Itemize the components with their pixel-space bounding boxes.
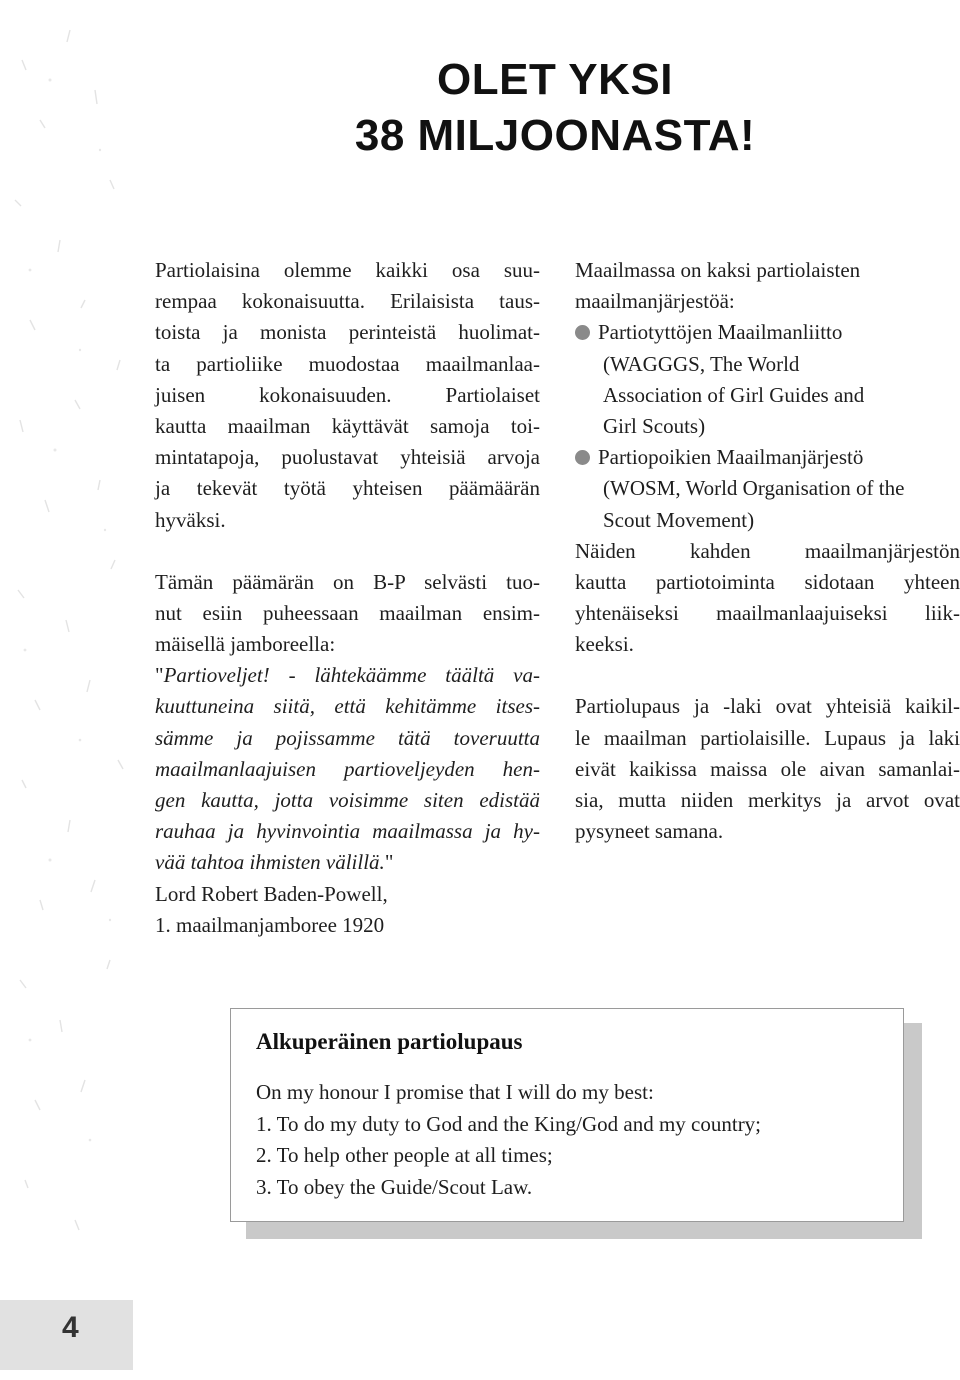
text-line: Tämän päämärän on B-P selvästi tuo-: [155, 569, 540, 594]
attribution-name: Lord Robert Baden-Powell,: [155, 881, 388, 906]
text-line: Scout Movement): [603, 507, 755, 532]
quote-line: maailmanlaajuisen partioveljeyden hen-: [155, 756, 540, 781]
quote-line: kuuttuneina siitä, että kehitämme itses-: [155, 694, 540, 719]
promise-box: [230, 1008, 904, 1222]
text-line: eivät kaikissa maissa ole aivan samanlai-: [575, 756, 960, 781]
paragraph-jamboree: [155, 567, 540, 941]
paragraph-intro: [155, 255, 540, 536]
text-line: Partiolaisina olemme kaikki osa suu-: [155, 258, 540, 282]
quote-text: Partioveljet! - lähtekäämme täältä va-: [163, 663, 540, 688]
promise-heading: Alkuperäinen partiolupaus: [256, 1029, 523, 1054]
text-line: mäisellä jamboreella:: [155, 632, 336, 657]
quote-close-mark: ": [384, 850, 394, 875]
organization-name: Partiotyttöjen Maailmanliitto: [598, 320, 843, 345]
left-column: [155, 255, 540, 941]
quote-line: [155, 660, 540, 691]
bullet-icon: [575, 325, 590, 340]
quote-line: sämme ja pojissamme tätä toveruutta: [155, 725, 540, 750]
text-line: hyväksi.: [155, 507, 226, 532]
organization-list: [575, 317, 960, 535]
text-line: mintatapoja, puolustavat yhteisiä arvoja: [155, 445, 540, 470]
bullet-icon: [575, 450, 590, 465]
text-line: le maailman partiolaisille. Lupaus ja laki: [575, 725, 960, 750]
text-line: pysyneet samana.: [575, 819, 724, 844]
quote-line: gen kautta, jotta voisimme siten edistää: [155, 788, 540, 812]
text-line: Maailmassa on kaksi partiolaisten: [575, 258, 861, 282]
page-title: [300, 52, 810, 164]
page-number: 4: [62, 1311, 79, 1344]
text-line: ja tekevät työtä yhteisen päämäärän: [155, 476, 540, 501]
promise-item: 1. To do my duty to God and the King/God and my country;: [256, 1111, 762, 1136]
text-line: kautta maailman käyttävät samoja toi-: [155, 413, 540, 438]
promise-item: 2. To help other people at all times;: [256, 1143, 553, 1167]
text-line: toista ja monista perinteistä huolimat-: [155, 320, 540, 345]
promise-box-content: [256, 1025, 761, 1203]
quote-text: vää tahtoa ihmisten välillä.: [155, 850, 385, 875]
text-line: yhtenäiseksi maailmanlaajuiseksi liik-: [575, 601, 960, 626]
text-line: nut esiin puheessaan maailman ensim-: [155, 600, 540, 625]
promise-intro: On my honour I promise that I will do my best:: [256, 1080, 654, 1104]
text-line: sia, mutta niiden merkitys ja arvot ovat: [575, 788, 960, 812]
text-line: juisen kokonaisuuden. Partiolaiset: [155, 382, 540, 407]
text-line: Association of Girl Guides and: [603, 382, 865, 407]
text-line: maailmanjärjestöä:: [575, 289, 735, 314]
quote-open-mark: ": [155, 663, 164, 688]
title-line-2: 38 MILJOONASTA!: [354, 111, 756, 160]
list-item: [575, 442, 960, 473]
paper-texture: [0, 0, 150, 1300]
text-line: Girl Scouts): [603, 413, 706, 438]
text-line: keeksi.: [575, 632, 634, 657]
organization-name: Partiopoikien Maailmanjärjestö: [598, 445, 864, 470]
paragraph-promise: [575, 691, 960, 847]
text-line: (WAGGGS, The World: [603, 351, 800, 376]
text-line: Näiden kahden maailmanjärjestön: [575, 538, 960, 563]
text-line: kautta partiotoiminta sidotaan yhteen: [575, 569, 960, 594]
title-line-1: OLET YKSI: [437, 55, 673, 104]
text-line: (WOSM, World Organisation of the: [603, 476, 905, 501]
quote-line: [155, 847, 540, 878]
text-line: ta partioliike muodostaa maailmanlaa-: [155, 351, 540, 376]
text-line: Partiolupaus ja -laki ovat yhteisiä kaikil-: [575, 694, 960, 719]
quote-line: rauhaa ja hyvinvointia maailmassa ja hy-: [155, 819, 540, 844]
promise-item: 3. To obey the Guide/Scout Law.: [256, 1174, 533, 1199]
attribution-event: 1. maailmanjamboree 1920: [155, 912, 385, 937]
right-column: [575, 255, 960, 847]
text-line: rempaa kokonaisuutta. Erilaisista taus-: [155, 289, 540, 314]
list-item: [575, 317, 960, 348]
